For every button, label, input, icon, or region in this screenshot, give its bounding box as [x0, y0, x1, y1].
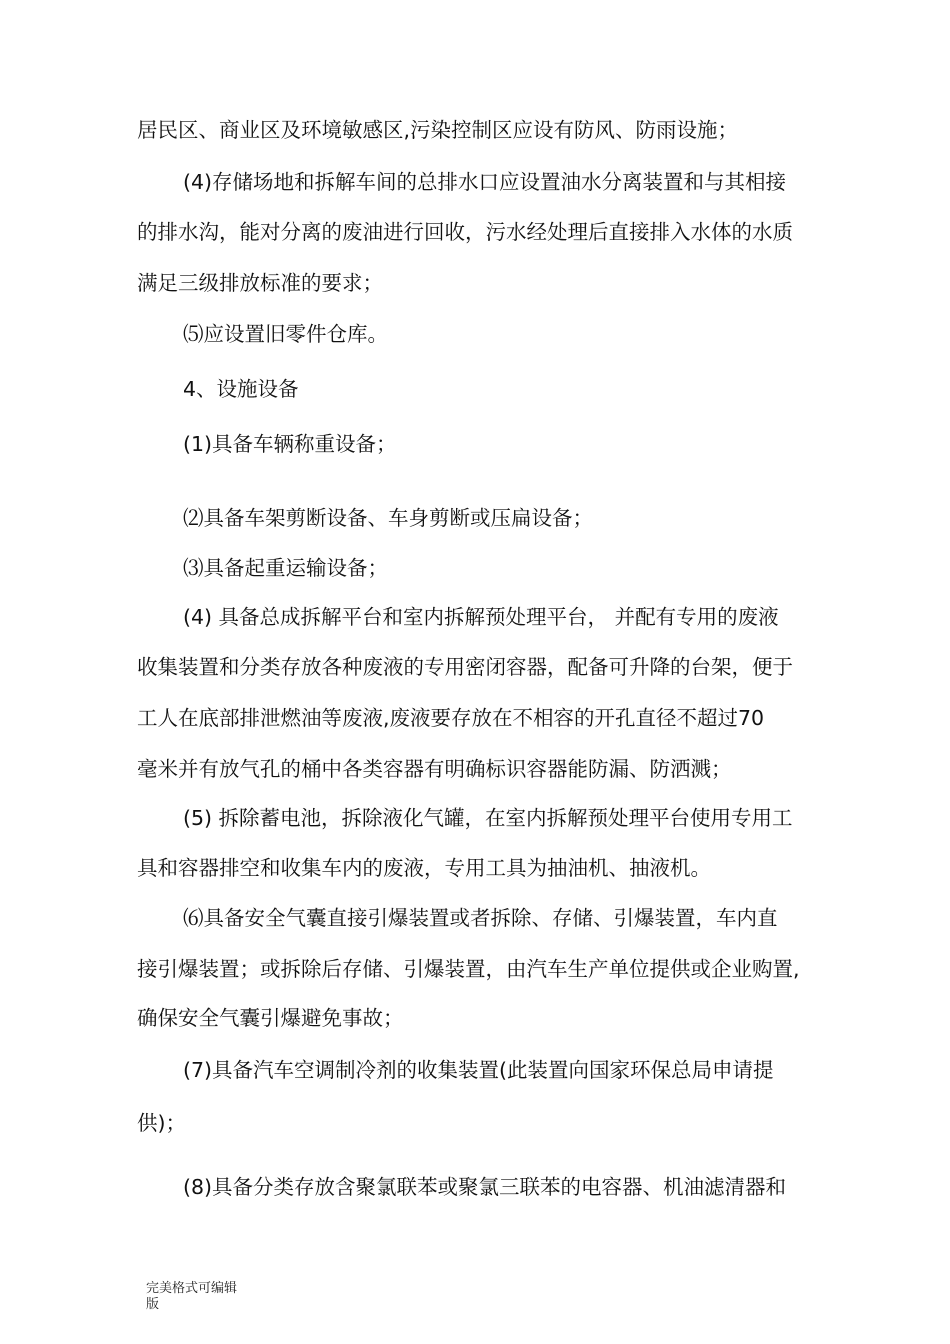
section-heading: 4、设施设备 — [183, 377, 299, 401]
footer-note — [146, 1281, 237, 1313]
text-line: 毫米并有放气孔的桶中各类容器有明确标识容器能防漏、防洒溅； — [137, 757, 732, 781]
text-line: (7)具备汽车空调制冷剂的收集装置(此装置向国家环保总局申请提 — [183, 1058, 774, 1082]
text-line: 收集装置和分类存放各种废液的专用密闭容器，配备可升降的台架，便于 — [137, 655, 793, 679]
text-line: (8)具备分类存放含聚氯联苯或聚氯三联苯的电容器、机油滤清器和 — [183, 1175, 787, 1199]
text-line: (4) 具备总成拆解平台和室内拆解预处理平台， 并配有专用的废液 — [183, 605, 779, 629]
footer-line: 版 — [146, 1297, 160, 1312]
text-line: (5) 拆除蓄电池，拆除液化气罐，在室内拆解预处理平台使用专用工 — [183, 806, 793, 830]
text-line: 居民区、商业区及环境敏感区,污染控制区应设有防风、防雨设施； — [137, 118, 739, 142]
text-line: 供)； — [137, 1111, 186, 1135]
text-line: (1)具备车辆称重设备； — [183, 432, 397, 456]
text-line: 具和容器排空和收集车内的废液，专用工具为抽油机、抽液机。 — [137, 856, 711, 880]
text-line: ⑶具备起重运输设备； — [183, 556, 388, 580]
text-line: 接引爆装置；或拆除后存储、引爆装置，由汽车生产单位提供或企业购置, — [137, 957, 800, 981]
text-line: 满足三级排放标准的要求； — [137, 271, 383, 295]
text-line: (4)存储场地和拆解车间的总排水口应设置油水分离装置和与其相接 — [183, 170, 787, 194]
text-line: 确保安全气囊引爆避免事故； — [137, 1006, 404, 1030]
text-line: 工人在底部排泄燃油等废液,废液要存放在不相容的开孔直径不超过70 — [137, 706, 765, 730]
text-line: 的排水沟，能对分离的废油进行回收，污水经处理后直接排入水体的水质 — [137, 220, 793, 244]
text-line: ⑵具备车架剪断设备、车身剪断或压扁设备； — [183, 506, 593, 530]
text-line: ⑹具备安全气囊直接引爆装置或者拆除、存储、引爆装置，车内直 — [183, 906, 778, 930]
footer-line: 完美格式可编辑 — [146, 1281, 238, 1296]
text-line: ⑸应设置旧零件仓库。 — [183, 322, 388, 346]
